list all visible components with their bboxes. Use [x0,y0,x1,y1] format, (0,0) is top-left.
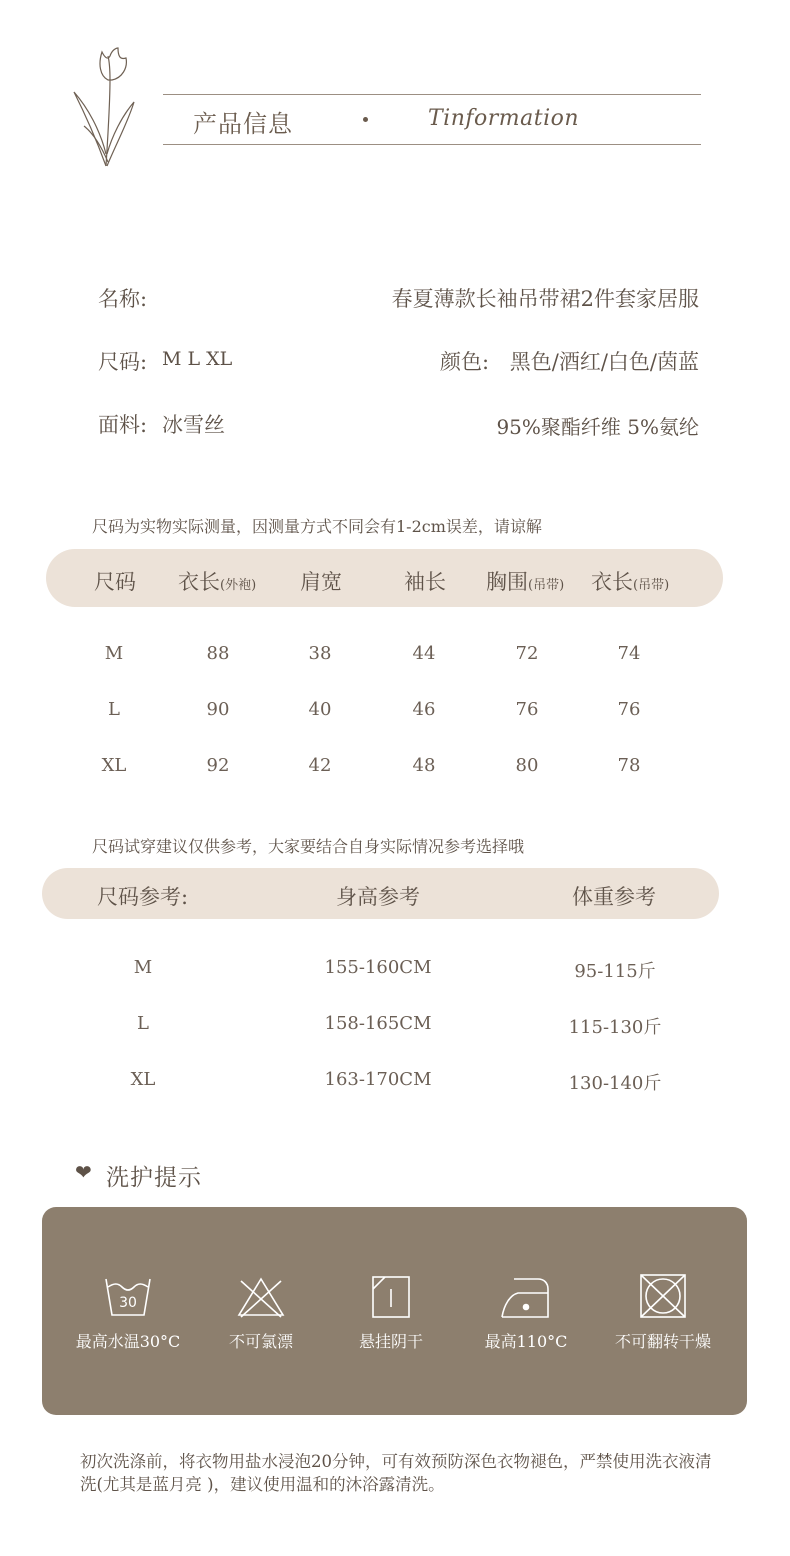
no-bleach-icon [235,1275,287,1321]
care-label: 不可氯漂 [228,1332,293,1351]
table-cell: 78 [617,755,641,776]
ref-th-1: 身高参考 [336,885,420,909]
table-cell: 95-115斤 [574,961,656,982]
ref-th-2: 体重参考 [572,885,656,909]
composition-value: 95%聚酯纤维 5%氨纶 [496,415,699,439]
table-cell: 90 [206,699,230,720]
table-cell: 42 [308,755,332,776]
table-cell: 88 [206,643,230,664]
table-cell: 44 [412,643,436,664]
table-cell: 155-160CM [324,957,432,978]
size-th-2: 肩宽 [300,570,342,594]
care-footnote: 初次洗涤前，将衣物用盐水浸泡20分钟，可有效预防深色衣物褪色，严禁使用洗衣液清洗(尤其是蓝月亮 )，建议使用温和的沐浴露清洗。 [80,1452,712,1494]
header-line-bottom [163,144,701,145]
size-label: 尺码: [98,350,148,374]
table-cell: 76 [515,699,539,720]
care-label: 最高110°C [484,1332,568,1351]
table-cell: M [133,957,153,978]
size-th-0: 尺码 [94,570,136,594]
size-table-note: 尺码为实物实际测量，因测量方式不同会有1-2cm误差，请谅解 [92,517,542,536]
table-cell: 92 [206,755,230,776]
table-cell: 76 [617,699,641,720]
color-value: 黑色/酒红/白色/茵蓝 [509,350,699,374]
care-label: 最高水温30°C [75,1332,181,1351]
header-dot [363,117,368,122]
color-label: 颜色: [440,350,490,374]
table-cell: 74 [617,643,641,664]
table-cell: 158-165CM [324,1013,432,1034]
care-panel [42,1207,747,1415]
table-cell: 38 [308,643,332,664]
size-th-4: 胸围(吊带) [486,570,565,594]
header-line-top [163,94,701,95]
table-cell: 40 [308,699,332,720]
svg-text:30: 30 [119,1295,137,1311]
size-th-5: 衣长(吊带) [591,570,670,594]
table-cell: XL [101,755,127,776]
table-cell: 80 [515,755,539,776]
table-cell: 115-130斤 [568,1017,662,1038]
care-title: 洗护提示 [106,1165,202,1191]
heart-icon: ❤ [75,1160,92,1184]
name-label: 名称: [98,287,148,311]
table-cell: L [108,699,120,720]
section-title-en: Tinformation [428,106,580,131]
section-title: 产品信息 [193,110,293,138]
iron-110-icon [500,1275,552,1321]
hang-dry-shade-icon [365,1275,417,1321]
tulip-icon [72,44,138,170]
name-value: 春夏薄款长袖吊带裙2件套家居服 [391,287,699,311]
table-cell: M [104,643,124,664]
size-th-3: 袖长 [404,570,446,594]
table-cell: XL [130,1069,156,1090]
table-cell: 130-140斤 [568,1073,662,1094]
wash-30-icon [102,1275,154,1321]
table-cell: 48 [412,755,436,776]
care-label: 不可翻转干燥 [614,1332,711,1351]
table-cell: L [137,1013,149,1034]
fabric-label: 面料: [98,413,148,437]
size-value: M L XL [162,348,233,370]
no-tumble-dry-icon [637,1273,689,1319]
table-cell: 72 [515,643,539,664]
size-th-1: 衣长(外袍) [178,570,257,594]
table-cell: 163-170CM [324,1069,432,1090]
ref-table-note: 尺码试穿建议仅供参考，大家要结合自身实际情况参考选择哦 [92,837,525,856]
care-label: 悬挂阴干 [358,1332,423,1351]
ref-th-0: 尺码参考: [97,885,189,909]
table-cell: 46 [412,699,436,720]
fabric-value: 冰雪丝 [162,413,225,437]
